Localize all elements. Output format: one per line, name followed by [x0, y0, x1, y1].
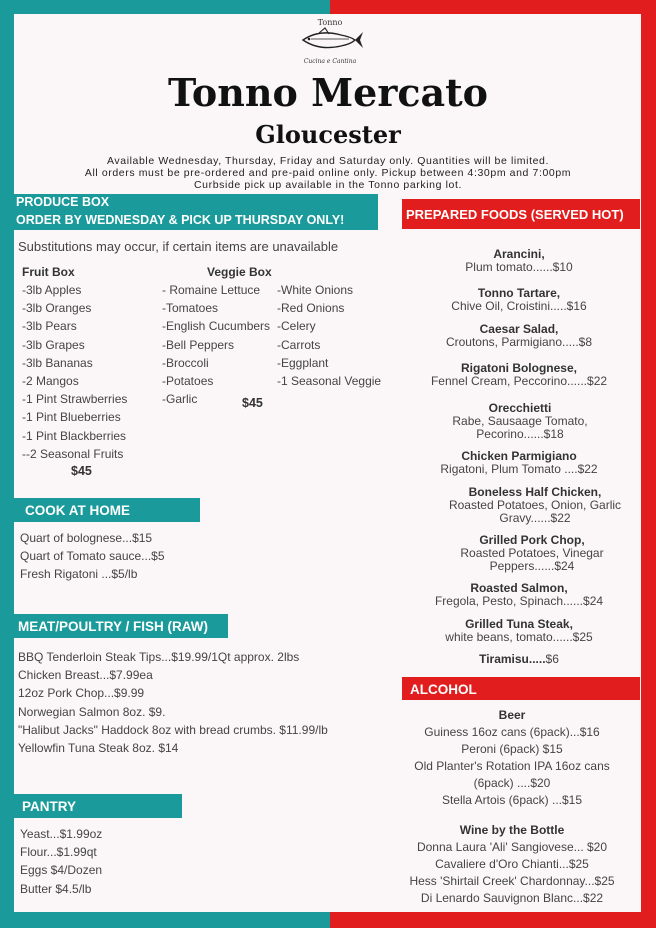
list-item: Hess 'Shirtail Creek' Chardonnay...$25 — [409, 874, 615, 888]
prepared-foods-band — [402, 199, 640, 229]
meat-list — [18, 648, 328, 757]
pantry-list — [20, 825, 102, 898]
list-item: "Halibut Jacks" Haddock 8oz with bread crumbs. $11.99/lb — [18, 722, 328, 737]
location-subtitle: Gloucester — [255, 120, 401, 149]
fruit-box-price: $45 — [71, 464, 92, 478]
list-item: -Potatoes — [162, 374, 214, 389]
menu-item — [404, 450, 634, 476]
info-line: Available Wednesday, Thursday, Friday and Saturday only. Quantities will be limited. — [106, 155, 550, 167]
menu-item-description: Fregola, Pesto, Spinach......$24 — [434, 594, 604, 608]
list-item: -1 Seasonal Veggie — [277, 374, 382, 389]
list-item: Butter $4.5/lb — [20, 881, 92, 896]
menu-item-price: $6 — [545, 652, 559, 666]
list-item: -Bell Peppers — [162, 337, 235, 352]
list-item: Donna Laura 'Ali' Sangiovese... $20 — [416, 840, 608, 854]
list-item: Yeast...$1.99oz — [20, 827, 103, 841]
menu-item-description: Fennel Cream, Peccorino......$22 — [430, 374, 608, 388]
list-item: Stella Artois (6pack) ...$15 — [441, 793, 583, 807]
menu-item-description: white beans, tomato......$25 — [445, 630, 593, 644]
menu-item-description: Croutons, Parmigiano.....$8 — [445, 335, 593, 349]
list-item: -3lb Oranges — [22, 301, 92, 316]
list-item: - Romaine Lettuce — [162, 283, 261, 297]
list-item: Di Lenardo Sauvignon Blanc...$22 — [420, 891, 604, 905]
list-item: Old Planter's Rotation IPA 16oz cans — [414, 759, 610, 773]
produce-box-heading: PRODUCE BOX — [16, 195, 110, 209]
list-item: -Carrots — [277, 337, 321, 352]
list-item: Flour...$1.99qt — [20, 845, 97, 860]
list-item: -Broccoli — [162, 355, 209, 370]
list-item: -Red Onions — [277, 301, 345, 316]
menu-item-description: Plum tomato......$10 — [465, 260, 573, 274]
list-item: -Tomatoes — [162, 301, 219, 316]
alcohol-heading: ALCOHOL — [410, 682, 477, 697]
fruit-box-title: Fruit Box — [22, 265, 75, 279]
alcohol-band — [402, 677, 640, 700]
beer-section — [395, 707, 629, 809]
menu-item-name: Boneless Half Chicken, — [468, 485, 602, 499]
menu-item — [404, 582, 634, 608]
list-item: Quart of Tomato sauce...$5 — [20, 549, 165, 564]
meat-band — [14, 614, 228, 638]
list-item: Fresh Rigatoni ...$5/lb — [20, 567, 138, 582]
list-item: Cavaliere d'Oro Chianti...$25 — [435, 857, 589, 871]
list-item: -Eggplant — [277, 355, 329, 370]
page-title: Tonno Mercato — [167, 70, 488, 115]
substitution-note: Substitutions may occur, if certain items are unavailable — [18, 239, 339, 254]
list-item: Quart of bolognese...$15 — [20, 531, 153, 545]
menu-item-description: Roasted Potatoes, Vinegar Peppers......$24 — [460, 546, 604, 573]
veggie-box-list-col1 — [162, 281, 270, 408]
list-item: 12oz Pork Chop...$9.99 — [18, 686, 145, 701]
menu-item-name: Orecchietti — [488, 401, 552, 415]
menu-item — [440, 402, 600, 441]
list-item: BBQ Tenderloin Steak Tips...$19.99/1Qt approx. 2lbs — [18, 650, 300, 664]
menu-item — [404, 248, 634, 274]
menu-item-name: Grilled Pork Chop, — [479, 533, 585, 547]
list-item: Guiness 16oz cans (6pack)...$16 — [424, 725, 600, 739]
list-item: -Garlic — [162, 392, 198, 407]
menu-item-description: Rigatoni, Plum Tomato ....$22 — [440, 462, 598, 476]
wine-title: Wine by the Bottle — [459, 823, 565, 837]
wine-section — [395, 822, 629, 907]
menu-item-name: Tonno Tartare, — [477, 286, 561, 300]
meat-heading: MEAT/POULTRY / FISH (RAW) — [18, 619, 208, 634]
produce-box-band — [14, 194, 378, 230]
list-item: -English Cucumbers — [162, 319, 271, 334]
menu-item-name: Arancini, — [493, 247, 545, 261]
info-line: All orders must be pre-ordered and pre-paid online only. Pickup between 4:30pm and 7:00pm — [84, 167, 572, 179]
menu-item — [404, 287, 634, 313]
menu-item-name: Tiramisu..... — [479, 652, 546, 666]
list-item: -1 Pint Strawberries — [22, 392, 128, 407]
list-item: -White Onions — [277, 283, 354, 297]
list-item: -2 Mangos — [22, 374, 79, 389]
pantry-band — [14, 794, 182, 818]
list-item: -3lb Bananas — [22, 355, 93, 370]
veggie-box-price: $45 — [242, 396, 263, 410]
list-item: -3lb Apples — [22, 283, 82, 297]
cook-at-home-band — [14, 498, 200, 522]
menu-item-name: Roasted Salmon, — [470, 581, 568, 595]
list-item: -1 Pint Blackberries — [22, 428, 127, 443]
menu-item — [404, 362, 634, 388]
fruit-box-list — [22, 281, 127, 463]
produce-order-note: ORDER BY WEDNESDAY & PICK UP THURSDAY ONLY! — [16, 213, 345, 227]
list-item: --2 Seasonal Fruits — [22, 446, 124, 461]
beer-title: Beer — [498, 708, 526, 722]
list-item: -Celery — [277, 319, 316, 334]
menu-item — [404, 653, 634, 666]
list-item: -3lb Grapes — [22, 337, 85, 352]
tuna-fish-icon — [297, 27, 363, 53]
menu-item-name: Rigatoni Bolognese, — [460, 361, 577, 375]
prepared-foods-heading: PREPARED FOODS (SERVED HOT) — [406, 207, 624, 222]
menu-item-description: Roasted Potatoes, Onion, Garlic Gravy......$22 — [448, 498, 622, 525]
list-item: (6pack) ....$20 — [473, 776, 551, 790]
menu-item-description: Chive Oil, Croistini.....$16 — [451, 299, 587, 313]
logo-top-text: Tonno — [317, 18, 343, 27]
info-line: Curbside pick up available in the Tonno parking lot. — [194, 179, 462, 191]
menu-item-name: Chicken Parmigiano — [461, 449, 577, 463]
menu-item — [452, 534, 612, 573]
list-item: Chicken Breast...$7.99ea — [18, 668, 153, 683]
list-item: Peroni (6pack) $15 — [461, 742, 563, 756]
menu-item-name: Grilled Tuna Steak, — [465, 617, 573, 631]
list-item: -1 Pint Blueberries — [22, 410, 121, 425]
veggie-box-title: Veggie Box — [207, 265, 272, 279]
menu-item — [404, 618, 634, 644]
logo-bottom-text: Cucina e Cantina — [303, 58, 357, 65]
menu-item — [440, 486, 630, 525]
menu-item — [404, 323, 634, 349]
cook-at-home-heading: COOK AT HOME — [25, 503, 130, 518]
cook-at-home-list — [20, 529, 165, 584]
list-item: Eggs $4/Dozen — [20, 863, 103, 878]
list-item: Yellowfin Tuna Steak 8oz. $14 — [18, 741, 179, 756]
list-item: Norwegian Salmon 8oz. $9. — [18, 704, 166, 719]
menu-item-name: Caesar Salad, — [479, 322, 559, 336]
veggie-box-list-col2 — [277, 281, 381, 390]
menu-item-description: Rabe, Sausaage Tomato, Pecorino......$18 — [452, 414, 588, 441]
list-item: -3lb Pears — [22, 319, 77, 334]
pantry-heading: PANTRY — [22, 799, 76, 814]
tonno-logo — [290, 18, 370, 70]
